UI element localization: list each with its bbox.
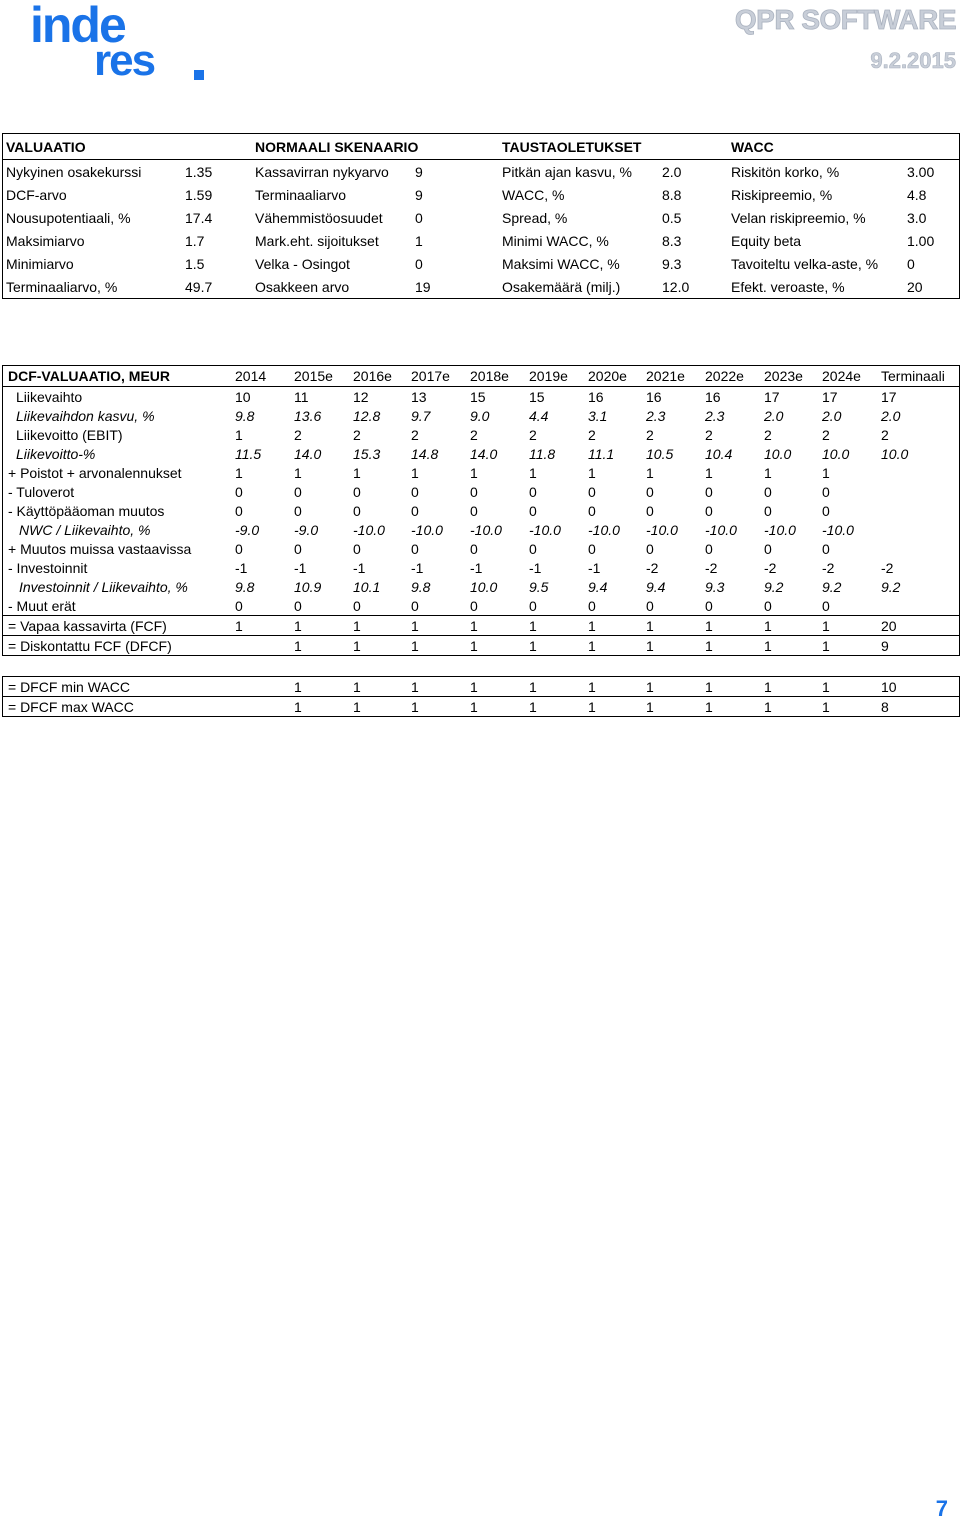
dcf-cell: 2.0: [822, 408, 842, 424]
dcf-row: [3, 406, 959, 425]
dcf-cell: 0: [646, 503, 654, 519]
valuation-label: Efekt. veroaste, %: [731, 279, 845, 295]
dcf-cell: 0: [764, 598, 772, 614]
dcf-row-label: - Muut erät: [8, 598, 76, 614]
dcf-row: [3, 596, 959, 615]
dcf-column-header: 2019e: [529, 368, 568, 384]
dcf-cell: 2: [705, 427, 713, 443]
valuation-value: 0.5: [662, 210, 682, 226]
valuation-row: [3, 275, 959, 298]
dcf-cell: -1: [235, 560, 248, 576]
valuation-value: 3.00: [907, 164, 935, 180]
dcf-column-header: 2024e: [822, 368, 861, 384]
dcf-cell: 0: [822, 503, 830, 519]
dcf-cell: 1: [822, 638, 830, 654]
valuation-label: Equity beta: [731, 233, 802, 249]
dcf-cell: 0: [822, 541, 830, 557]
dcf-cell: 1: [646, 618, 654, 634]
dcf-cell: 0: [353, 484, 361, 500]
dfcf-wacc-cell: 1: [529, 699, 537, 715]
dcf-cell: 1: [353, 618, 361, 634]
dcf-cell: 0: [294, 503, 302, 519]
valuation-label: Vähemmistöosuudet: [255, 210, 383, 226]
dcf-cell: 1: [764, 465, 772, 481]
valuation-value: 12.0: [662, 279, 690, 295]
dcf-cell: 11.8: [529, 446, 556, 462]
dcf-cell: 10.0: [470, 579, 498, 595]
dcf-cell: 10.4: [705, 446, 733, 462]
valuation-value: 9.3: [662, 256, 682, 272]
valuation-value: 17.4: [185, 210, 213, 226]
dfcf-wacc-cell: 1: [705, 699, 713, 715]
dcf-cell: 13: [411, 389, 427, 405]
dcf-cell: 0: [822, 484, 830, 500]
dfcf-wacc-cell: 1: [411, 699, 419, 715]
dfcf-wacc-cell: 1: [822, 679, 830, 695]
valuation-value: 1.59: [185, 187, 213, 203]
valuation-value: 8.8: [662, 187, 682, 203]
dcf-cell: 2: [646, 427, 654, 443]
dcf-cell: 0: [235, 598, 243, 614]
dcf-cell: 1: [764, 638, 772, 654]
valuation-header-cell: VALUAATIO: [6, 139, 86, 155]
dcf-cell: 0: [764, 503, 772, 519]
dcf-cell: 1: [411, 465, 419, 481]
valuation-label: Spread, %: [502, 210, 568, 226]
dcf-cell: 0: [646, 598, 654, 614]
valuation-row: [3, 183, 959, 206]
logo-dot: [194, 70, 204, 80]
valuation-value: 3.0: [907, 210, 927, 226]
valuation-label: Nykyinen osakekurssi: [6, 164, 142, 180]
dfcf-wacc-cell: 1: [646, 699, 654, 715]
dcf-cell: 0: [588, 541, 596, 557]
dcf-cell: 1: [353, 465, 361, 481]
dcf-row: [3, 635, 959, 655]
dcf-cell: 10.9: [294, 579, 322, 595]
dcf-cell: 0: [529, 503, 537, 519]
dcf-row-label: = Vapaa kassavirta (FCF): [8, 618, 167, 634]
dcf-cell: 0: [353, 541, 361, 557]
valuation-label: Terminaaliarvo, %: [6, 279, 118, 295]
valuation-header-cell: WACC: [731, 139, 774, 155]
valuation-value: 1: [415, 233, 423, 249]
dcf-column-header: 2021e: [646, 368, 685, 384]
dcf-cell: 2: [470, 427, 478, 443]
dcf-cell: 1: [705, 618, 713, 634]
dcf-cell: 1: [588, 638, 596, 654]
dcf-cell: 9.2: [822, 579, 842, 595]
dfcf-wacc-label: = DFCF max WACC: [8, 699, 134, 715]
dcf-cell: -2: [822, 560, 835, 576]
dcf-cell: 1: [470, 638, 478, 654]
dcf-cell: -1: [588, 560, 601, 576]
valuation-value: 49.7: [185, 279, 213, 295]
dcf-row-label: Liikevoitto-%: [16, 446, 96, 462]
dcf-cell: -10.0: [411, 522, 443, 538]
dcf-cell: -1: [529, 560, 542, 576]
dcf-row-label: + Poistot + arvonalennukset: [8, 465, 182, 481]
dcf-cell: 2.3: [646, 408, 666, 424]
dcf-cell: 0: [411, 503, 419, 519]
dcf-cell: 4.4: [529, 408, 549, 424]
dcf-cell: -10.0: [588, 522, 620, 538]
dfcf-wacc-row: [3, 696, 959, 716]
dcf-cell: 9.8: [235, 408, 255, 424]
dfcf-wacc-label: = DFCF min WACC: [8, 679, 130, 695]
dcf-cell: 0: [470, 484, 478, 500]
dcf-cell: 2: [411, 427, 419, 443]
dcf-cell: 1: [411, 638, 419, 654]
dcf-cell: 9.4: [588, 579, 608, 595]
dcf-column-header: 2022e: [705, 368, 744, 384]
dcf-cell: 1: [470, 618, 478, 634]
dcf-cell: 0: [235, 541, 243, 557]
valuation-label: Tavoiteltu velka-aste, %: [731, 256, 879, 272]
dcf-cell: 1: [588, 618, 596, 634]
dcf-row-label: - Käyttöpääoman muutos: [8, 503, 165, 519]
dcf-cell: 15: [529, 389, 545, 405]
dcf-cell: 9.4: [646, 579, 666, 595]
dcf-cell: 2: [353, 427, 361, 443]
dcf-cell: 1: [822, 465, 830, 481]
dcf-cell: -10.0: [764, 522, 796, 538]
dfcf-wacc-cell: 1: [588, 679, 596, 695]
dcf-header-row: [3, 366, 959, 387]
dcf-cell: 9.7: [411, 408, 431, 424]
dcf-cell: 11.1: [588, 446, 615, 462]
valuation-label: Osakkeen arvo: [255, 279, 350, 295]
dcf-cell: 0: [822, 598, 830, 614]
dcf-cell: 12: [353, 389, 369, 405]
valuation-value: 0: [907, 256, 915, 272]
dcf-row-label: Liikevaihto: [16, 389, 83, 405]
valuation-value: 1.7: [185, 233, 205, 249]
dcf-column-header: 2023e: [764, 368, 803, 384]
dcf-cell: 0: [411, 484, 419, 500]
dcf-cell: 1: [764, 618, 772, 634]
dcf-cell: 1: [353, 638, 361, 654]
dcf-cell: 1: [294, 638, 302, 654]
dcf-cell: 1: [705, 638, 713, 654]
dcf-cell: 1: [705, 465, 713, 481]
dcf-cell: 15: [470, 389, 486, 405]
dcf-cell: -10.0: [353, 522, 385, 538]
valuation-value: 0: [415, 210, 423, 226]
dcf-cell: 0: [294, 598, 302, 614]
dfcf-wacc-cell: 1: [470, 679, 478, 695]
valuation-value: 9: [415, 164, 423, 180]
valuation-label: Terminaaliarvo: [255, 187, 347, 203]
valuation-label: Velka - Osingot: [255, 256, 350, 272]
valuation-value: 19: [415, 279, 431, 295]
inderes-logo: [30, 0, 180, 85]
dcf-row: [3, 539, 959, 558]
dcf-cell: -10.0: [822, 522, 854, 538]
dcf-cell: 0: [588, 503, 596, 519]
valuation-label: Minimiarvo: [6, 256, 74, 272]
dcf-cell: 1: [646, 638, 654, 654]
dcf-cell: 0: [588, 484, 596, 500]
dcf-cell: 1: [235, 427, 243, 443]
dcf-cell: -2: [881, 560, 894, 576]
valuation-value: 20: [907, 279, 923, 295]
dcf-cell: 14.0: [470, 446, 498, 462]
dcf-cell: 14.8: [411, 446, 439, 462]
dcf-cell: -9.0: [294, 522, 319, 538]
dcf-cell: 1: [235, 618, 243, 634]
logo-text-line1: inde: [30, 0, 125, 53]
valuation-row: [3, 229, 959, 252]
dcf-cell: 16: [588, 389, 604, 405]
dcf-cell: 0: [646, 541, 654, 557]
dcf-cell: 17: [822, 389, 838, 405]
dcf-cell: 10.0: [822, 446, 850, 462]
dfcf-wacc-cell: 1: [705, 679, 713, 695]
dcf-cell: 9.8: [235, 579, 255, 595]
dcf-cell: 0: [470, 503, 478, 519]
dcf-cell: 1: [529, 618, 537, 634]
dcf-cell: 0: [294, 484, 302, 500]
page-number: 7: [935, 1496, 948, 1521]
dcf-cell: 2.3: [705, 408, 725, 424]
dcf-row: [3, 425, 959, 444]
dcf-cell: 9: [881, 638, 889, 654]
valuation-value: 1.5: [185, 256, 205, 272]
dcf-cell: 0: [764, 484, 772, 500]
dfcf-wacc-cell: 1: [764, 699, 772, 715]
dcf-cell: -1: [470, 560, 483, 576]
dcf-cell: 1: [646, 465, 654, 481]
dcf-cell: 1: [411, 618, 419, 634]
dcf-cell: 1: [529, 465, 537, 481]
dcf-row-label: - Investoinnit: [8, 560, 88, 576]
valuation-label: Osakemäärä (milj.): [502, 279, 621, 295]
dfcf-wacc-cell: 1: [353, 679, 361, 695]
dcf-cell: 2: [822, 427, 830, 443]
valuation-label: DCF-arvo: [6, 187, 67, 203]
valuation-label: Riskitön korko, %: [731, 164, 840, 180]
dcf-cell: 0: [529, 484, 537, 500]
dcf-cell: 1: [294, 465, 302, 481]
valuation-row: [3, 252, 959, 275]
dcf-cell: 2.0: [881, 408, 901, 424]
dcf-cell: 0: [294, 541, 302, 557]
dcf-column-header: 2020e: [588, 368, 627, 384]
dcf-row-label: NWC / Liikevaihto, %: [19, 522, 151, 538]
company-name: QPR SOFTWARE: [734, 4, 956, 35]
valuation-header-row: [3, 134, 959, 160]
dcf-cell: -1: [294, 560, 307, 576]
dcf-column-header: 2016e: [353, 368, 392, 384]
dfcf-wacc-cell: 1: [411, 679, 419, 695]
dcf-cell: 0: [705, 598, 713, 614]
dcf-cell: 10.0: [764, 446, 792, 462]
dcf-cell: 2: [294, 427, 302, 443]
valuation-table: [2, 133, 960, 299]
dcf-row: [3, 520, 959, 539]
valuation-label: Minimi WACC, %: [502, 233, 609, 249]
dcf-row: [3, 387, 959, 406]
dcf-row: [3, 482, 959, 501]
dcf-cell: 2: [588, 427, 596, 443]
dcf-cell: 0: [470, 598, 478, 614]
report-date: 9.2.2015: [870, 48, 956, 73]
dcf-row-label: = Diskontattu FCF (DFCF): [8, 638, 172, 654]
dcf-cell: -2: [705, 560, 718, 576]
dcf-row: [3, 444, 959, 463]
dcf-cell: 3.1: [588, 408, 608, 424]
dcf-cell: 2.0: [764, 408, 784, 424]
dfcf-wacc-cell: 1: [353, 699, 361, 715]
valuation-label: Riskipreemio, %: [731, 187, 833, 203]
dfcf-wacc-cell: 10: [881, 679, 897, 695]
dcf-cell: -10.0: [529, 522, 561, 538]
dcf-cell: 11.5: [235, 446, 262, 462]
dcf-cell: -10.0: [470, 522, 502, 538]
dcf-cell: 2: [764, 427, 772, 443]
dcf-cell: 11: [294, 389, 309, 405]
valuation-value: 1.00: [907, 233, 935, 249]
dcf-cell: 0: [235, 484, 243, 500]
dcf-cell: 9.5: [529, 579, 549, 595]
dcf-cell: 0: [529, 541, 537, 557]
dcf-cell: 13.6: [294, 408, 322, 424]
dfcf-wacc-cell: 1: [529, 679, 537, 695]
dcf-column-header: 2017e: [411, 368, 450, 384]
dcf-cell: 16: [646, 389, 662, 405]
dcf-cell: -10.0: [646, 522, 678, 538]
dcf-cell: 9.2: [764, 579, 784, 595]
dcf-cell: -1: [353, 560, 366, 576]
valuation-label: WACC, %: [502, 187, 565, 203]
dcf-row: [3, 577, 959, 596]
dfcf-wacc-cell: 1: [294, 699, 302, 715]
valuation-label: Pitkän ajan kasvu, %: [502, 164, 632, 180]
dcf-row-label: Liikevoitto (EBIT): [16, 427, 123, 443]
valuation-header-cell: TAUSTAOLETUKSET: [502, 139, 642, 155]
dcf-cell: 12.8: [353, 408, 381, 424]
dcf-cell: 9.3: [705, 579, 725, 595]
dcf-cell: 1: [529, 638, 537, 654]
valuation-value: 4.8: [907, 187, 927, 203]
dfcf-wacc-cell: 1: [646, 679, 654, 695]
valuation-row: [3, 160, 959, 183]
dcf-cell: 0: [353, 503, 361, 519]
dcf-cell: 0: [470, 541, 478, 557]
dcf-cell: 15.3: [353, 446, 381, 462]
valuation-label: Velan riskipreemio, %: [731, 210, 866, 226]
dcf-cell: -2: [764, 560, 777, 576]
valuation-value: 1.35: [185, 164, 213, 180]
valuation-label: Mark.eht. sijoitukset: [255, 233, 379, 249]
valuation-row: [3, 206, 959, 229]
dcf-cell: 0: [705, 541, 713, 557]
dfcf-wacc-cell: 1: [294, 679, 302, 695]
valuation-label: Nousupotentiaali, %: [6, 210, 131, 226]
dcf-row-label: + Muutos muissa vastaavissa: [8, 541, 192, 557]
dfcf-wacc-cell: 1: [822, 699, 830, 715]
dcf-cell: -9.0: [235, 522, 260, 538]
dfcf-wacc-cell: 1: [588, 699, 596, 715]
dfcf-wacc-cell: 8: [881, 699, 889, 715]
dcf-cell: 10.5: [646, 446, 674, 462]
dcf-row-label: Investoinnit / Liikevaihto, %: [19, 579, 188, 595]
dfcf-wacc-cell: 1: [470, 699, 478, 715]
dcf-cell: 0: [353, 598, 361, 614]
dcf-row-label: - Tuloverot: [8, 484, 75, 500]
dcf-cell: 2: [529, 427, 537, 443]
dfcf-wacc-row: [3, 677, 959, 696]
dcf-cell: 10: [235, 389, 251, 405]
dcf-column-header: 2014: [235, 368, 267, 384]
dcf-cell: 0: [411, 541, 419, 557]
dcf-table: [2, 365, 960, 656]
valuation-label: Maksimiarvo: [6, 233, 85, 249]
dcf-cell: 0: [764, 541, 772, 557]
logo-text-line2: res: [94, 36, 155, 85]
dcf-cell: 2: [881, 427, 889, 443]
dcf-cell: 0: [529, 598, 537, 614]
dcf-cell: 20: [881, 618, 897, 634]
dcf-row: [3, 558, 959, 577]
dcf-cell: 0: [411, 598, 419, 614]
dcf-cell: 9.0: [470, 408, 490, 424]
dcf-row: [3, 463, 959, 482]
dcf-cell: 9.8: [411, 579, 431, 595]
dcf-cell: 10.1: [353, 579, 381, 595]
dcf-cell: 0: [646, 484, 654, 500]
dcf-column-header: 2018e: [470, 368, 509, 384]
dcf-cell: 10.0: [881, 446, 909, 462]
dcf-cell: -1: [411, 560, 424, 576]
dcf-cell: 1: [294, 618, 302, 634]
dcf-cell: 1: [470, 465, 478, 481]
dcf-cell: 0: [705, 484, 713, 500]
valuation-label: Kassavirran nykyarvo: [255, 164, 389, 180]
dcf-row: [3, 501, 959, 520]
valuation-header-cell: NORMAALI SKENAARIO: [255, 139, 419, 155]
valuation-value: 2.0: [662, 164, 682, 180]
dcf-cell: 0: [235, 503, 243, 519]
valuation-value: 8.3: [662, 233, 682, 249]
dcf-row: [3, 615, 959, 635]
dcf-title: DCF-VALUAATIO, MEUR: [8, 368, 171, 384]
dcf-cell: 1: [235, 465, 243, 481]
dcf-column-header: Terminaali: [881, 368, 945, 384]
dcf-cell: 9.2: [881, 579, 901, 595]
dcf-column-header: 2015e: [294, 368, 333, 384]
dcf-cell: -10.0: [705, 522, 737, 538]
dcf-wacc-table: [2, 676, 960, 717]
dcf-cell: 17: [881, 389, 897, 405]
dcf-cell: 0: [705, 503, 713, 519]
dfcf-wacc-cell: 1: [764, 679, 772, 695]
valuation-value: 0: [415, 256, 423, 272]
dcf-cell: 0: [588, 598, 596, 614]
dcf-cell: 1: [588, 465, 596, 481]
valuation-label: Maksimi WACC, %: [502, 256, 620, 272]
dcf-row-label: Liikevaihdon kasvu, %: [16, 408, 155, 424]
dcf-cell: 16: [705, 389, 721, 405]
dcf-cell: 1: [822, 618, 830, 634]
dcf-cell: 17: [764, 389, 780, 405]
dcf-cell: -2: [646, 560, 659, 576]
dcf-cell: 14.0: [294, 446, 322, 462]
valuation-value: 9: [415, 187, 423, 203]
